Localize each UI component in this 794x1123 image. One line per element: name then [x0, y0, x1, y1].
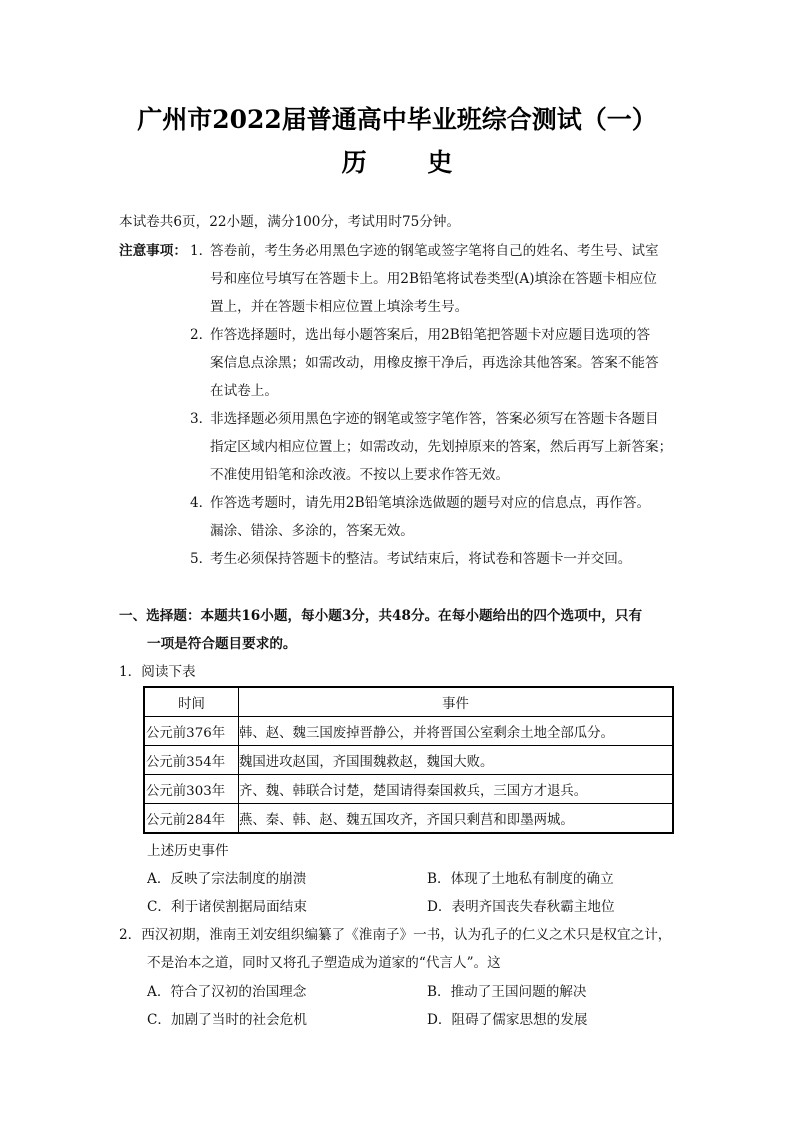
question-1-option-a: A．反映了宗法制度的崩溃	[147, 871, 307, 887]
question-2-stem-line-1: 2．西汉初期，淮南王刘安组织编纂了《淮南子》一书，认为孔子的仁义之术只是权宜之计，	[119, 927, 672, 943]
notice-item-5-line-1: 考生必须保持答题卡的整洁。考试结束后，将试卷和答题卡一并交回。	[210, 551, 632, 567]
table-header-time: 时间	[144, 687, 239, 717]
notice-item-1-num: 1．	[190, 243, 213, 259]
notice-item-1-line-2: 号和座位号填写在答题卡上。用2B铅笔将试卷类型(A)填涂在答题卡相应位	[210, 271, 657, 287]
question-2-option-b: B．推动了王国问题的解决	[427, 984, 587, 1000]
notice-item-1-line-1: 答卷前，考生务必用黑色字迹的钢笔或签字笔将自己的姓名、考生号、试室	[210, 243, 659, 259]
question-2-option-c: C．加剧了当时的社会危机	[147, 1012, 307, 1028]
notice-item-1-line-3: 置上，并在答题卡相应位置上填涂考生号。	[210, 299, 469, 315]
table-cell-time: 公元前354年	[144, 746, 239, 775]
question-1-option-b: B．体现了土地私有制度的确立	[427, 871, 614, 887]
notice-item-4-num: 4．	[190, 495, 213, 511]
question-2-option-a: A．符合了汉初的治国理念	[147, 984, 307, 1000]
question-2-option-d: D．阻碍了儒家思想的发展	[427, 1012, 588, 1028]
table-row	[144, 746, 673, 775]
question-1-option-c: C．利于诸侯割据局面结束	[147, 899, 307, 915]
exam-title: 广州市2022届普通高中毕业班综合测试（一）	[137, 105, 657, 134]
table-cell-event: 燕、秦、韩、赵、魏五国攻齐，齐国只剩莒和即墨两城。	[239, 804, 674, 834]
table-row	[144, 804, 673, 834]
section-heading-line-2: 一项是符合题目要求的。	[147, 636, 297, 652]
table-header-row	[144, 687, 673, 717]
section-heading-line-1: 一、选择题：本题共16小题，每小题3分，共48分。在每小题给出的四个选项中，只有	[119, 608, 643, 624]
table-cell-time: 公元前376年	[144, 717, 239, 746]
notice-label: 注意事项：	[119, 243, 187, 259]
table-header-event: 事件	[239, 687, 674, 717]
table-cell-event: 韩、赵、魏三国废掉晋静公，并将晋国公室剩余土地全部瓜分。	[239, 717, 674, 746]
notice-item-2-line-3: 在试卷上。	[210, 383, 278, 399]
question-1-option-d: D．表明齐国丧失春秋霸主地位	[427, 899, 615, 915]
table-cell-time: 公元前284年	[144, 804, 239, 834]
notice-item-3-line-1: 非选择题必须用黑色字迹的钢笔或签字笔作答，答案必须写在答题卡各题目	[210, 411, 659, 427]
notice-item-5-num: 5．	[190, 551, 213, 567]
table-cell-event: 魏国进攻赵国，齐国围魏救赵，魏国大败。	[239, 746, 674, 775]
table-row	[144, 717, 673, 746]
table-cell-event: 齐、魏、韩联合讨楚，楚国请得秦国救兵，三国方才退兵。	[239, 775, 674, 804]
notice-item-2-num: 2．	[190, 327, 213, 343]
intro-text: 本试卷共6页，22小题，满分100分，考试用时75分钟。	[119, 214, 461, 230]
question-1-stem: 1．阅读下表	[119, 664, 196, 680]
notice-item-3-line-2: 指定区域内相应位置上；如需改动，先划掉原来的答案，然后再写上新答案；	[210, 439, 673, 455]
notice-item-2-line-1: 作答选择题时，选出每小题答案后，用2B铅笔把答题卡对应题目选项的答	[210, 327, 651, 343]
notice-item-4-line-2: 漏涂、错涂、多涂的，答案无效。	[210, 523, 414, 539]
subject-title: 历 史	[341, 148, 479, 177]
table-row	[144, 775, 673, 804]
notice-item-3-line-3: 不准使用铅笔和涂改液。不按以上要求作答无效。	[210, 467, 510, 483]
events-table	[143, 686, 674, 834]
notice-item-3-num: 3．	[190, 411, 213, 427]
table-cell-time: 公元前303年	[144, 775, 239, 804]
notice-item-2-line-2: 案信息点涂黑；如需改动，用橡皮擦干净后，再选涂其他答案。答案不能答	[210, 355, 659, 371]
question-2-stem-line-2: 不是治本之道，同时又将孔子塑造成为道家的“代言人”。这	[147, 955, 501, 971]
notice-item-4-line-1: 作答选考题时，请先用2B铅笔填涂选做题的题号对应的信息点，再作答。	[210, 495, 651, 511]
question-1-after-table: 上述历史事件	[147, 843, 229, 859]
